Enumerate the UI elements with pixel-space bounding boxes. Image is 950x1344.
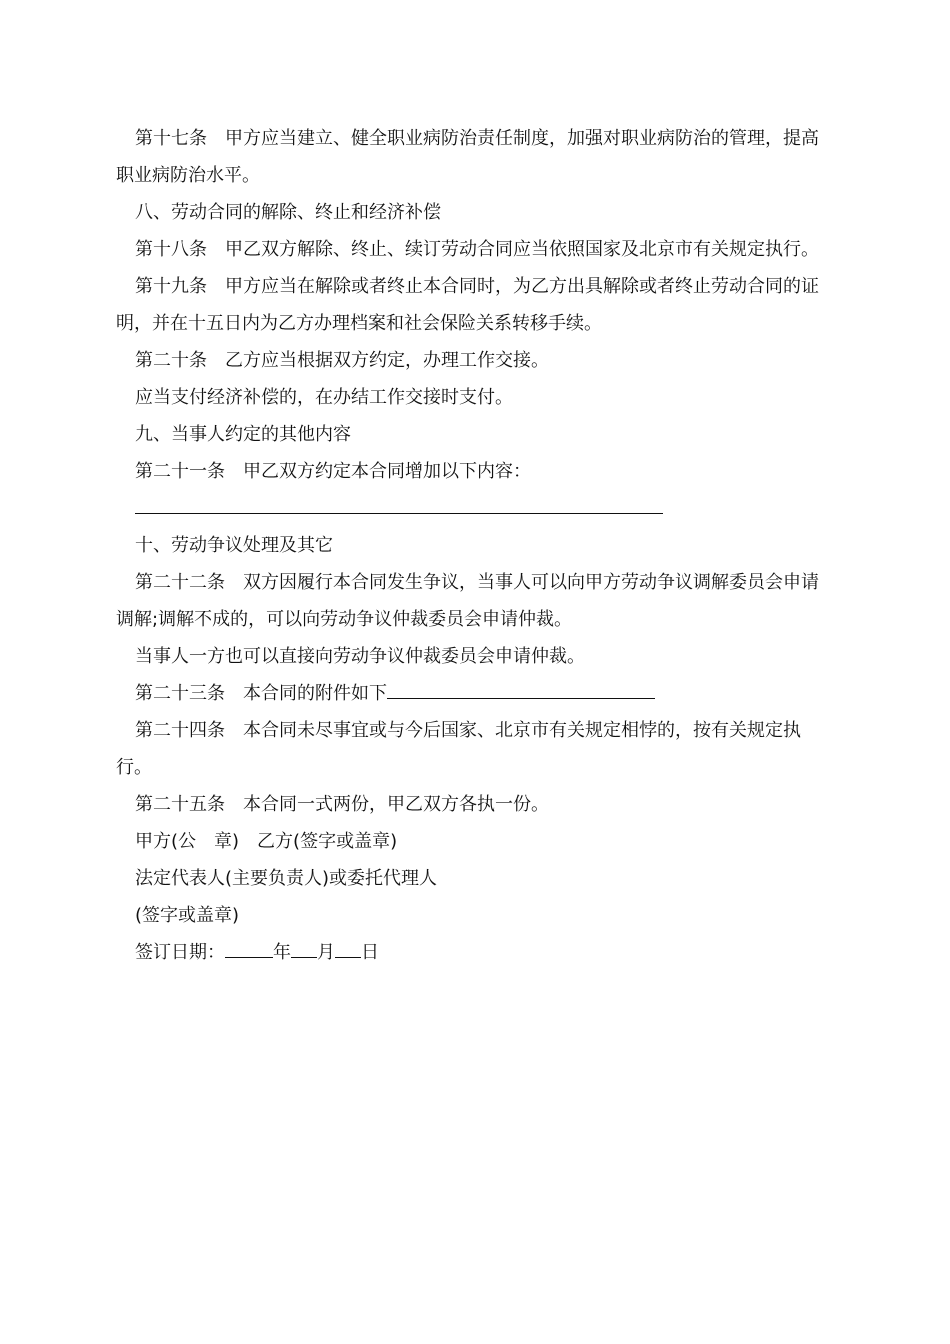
section-9-heading: 九、当事人约定的其他内容 xyxy=(135,424,351,445)
fill-in-line xyxy=(135,513,663,514)
article-21: 第二十一条 甲乙双方约定本合同增加以下内容： xyxy=(135,461,531,482)
signature-representative: 法定代表人(主要负责人)或委托代理人 xyxy=(135,868,438,889)
date-label: 签订日期： xyxy=(135,942,225,963)
month-label: 月 xyxy=(317,942,335,963)
year-blank xyxy=(225,935,273,958)
contract-body xyxy=(116,120,836,971)
signature-parties: 甲方(公 章) 乙方(签字或盖章) xyxy=(135,831,398,852)
article-20-compensation: 应当支付经济补偿的，在办结工作交接时支付。 xyxy=(135,387,513,408)
additional-content-blank xyxy=(116,490,836,527)
attachment-blank xyxy=(387,676,655,699)
section-8-heading: 八、劳动合同的解除、终止和经济补偿 xyxy=(135,202,441,223)
article-23-text: 第二十三条 本合同的附件如下 xyxy=(135,683,387,704)
article-19: 第十九条 甲方应当在解除或者终止本合同时，为乙方出具解除或者终止劳动合同的证明，并在十五日内为乙方办理档案和社会保险关系转移手续。 xyxy=(116,276,819,334)
section-10-heading: 十、劳动争议处理及其它 xyxy=(135,535,333,556)
article-20: 第二十条 乙方应当根据双方约定，办理工作交接。 xyxy=(135,350,549,371)
article-18: 第十八条 甲乙双方解除、终止、续订劳动合同应当依照国家及北京市有关规定执行。 xyxy=(135,239,819,260)
article-24: 第二十四条 本合同未尽事宜或与今后国家、北京市有关规定相悖的，按有关规定执行。 xyxy=(116,720,801,778)
signing-date xyxy=(116,934,836,971)
article-22-arbitration: 当事人一方也可以直接向劳动争议仲裁委员会申请仲裁。 xyxy=(135,646,585,667)
day-blank xyxy=(335,935,361,958)
article-22: 第二十二条 双方因履行本合同发生争议，当事人可以向甲方劳动争议调解委员会申请调解;调解不成的，可以向劳动争议仲裁委员会申请仲裁。 xyxy=(116,572,819,630)
day-label: 日 xyxy=(361,942,379,963)
article-25: 第二十五条 本合同一式两份，甲乙双方各执一份。 xyxy=(135,794,549,815)
year-label: 年 xyxy=(273,942,291,963)
month-blank xyxy=(291,935,317,958)
article-17: 第十七条 甲方应当建立、健全职业病防治责任制度，加强对职业病防治的管理，提高职业病防治水平。 xyxy=(116,128,819,186)
signature-seal: (签字或盖章) xyxy=(135,905,240,926)
article-23 xyxy=(116,675,836,712)
